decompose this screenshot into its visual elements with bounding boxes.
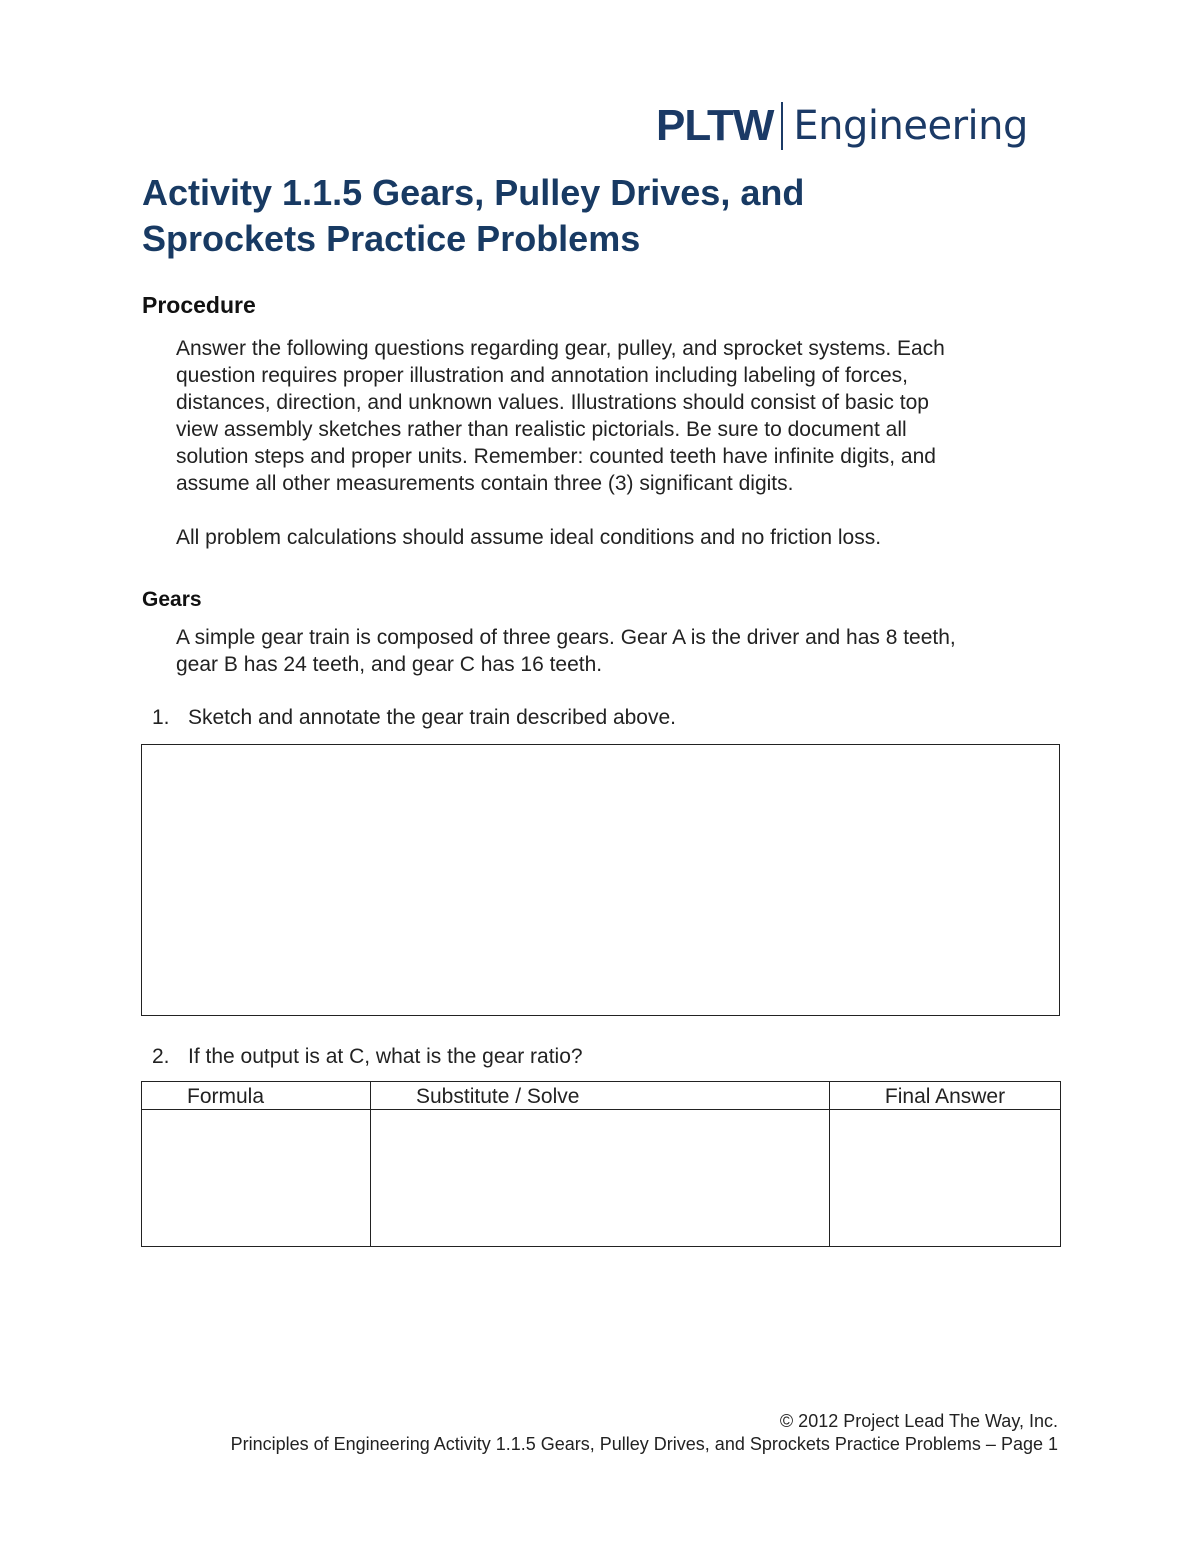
procedure-line: distances, direction, and unknown values. Illustrations should consist of basic top: [176, 391, 929, 414]
logo-divider: [781, 102, 783, 150]
gears-paragraph: [176, 624, 1056, 678]
question-text: Sketch and annotate the gear train described above.: [188, 706, 677, 729]
table-header-row: [142, 1082, 1061, 1110]
question-number: 2.: [152, 1045, 170, 1068]
answer-table: [141, 1081, 1061, 1247]
question-text: If the output is at C, what is the gear ratio?: [188, 1045, 583, 1068]
logo-pltw-text: PLTW: [656, 101, 774, 150]
gears-line: gear B has 24 teeth, and gear C has 16 teeth.: [176, 653, 603, 676]
footer-copyright: © 2012 Project Lead The Way, Inc.: [779, 1411, 1058, 1431]
formula-cell[interactable]: [142, 1110, 371, 1247]
sketch-answer-box[interactable]: [141, 744, 1060, 1016]
procedure-line: view assembly sketches rather than realistic pictorials. Be sure to document all: [176, 418, 907, 441]
procedure-note: All problem calculations should assume ideal conditions and no friction loss.: [176, 526, 882, 549]
title-line-1: Activity 1.1.5 Gears, Pulley Drives, and: [142, 172, 805, 213]
page-title: [142, 170, 1042, 262]
procedure-line: assume all other measurements contain three (3) significant digits.: [176, 472, 794, 495]
final-answer-cell[interactable]: [830, 1110, 1061, 1247]
gears-heading: Gears: [142, 588, 202, 611]
logo-engineering-text: Engineering: [793, 103, 1028, 149]
procedure-line: question requires proper illustration and annotation including labeling of forces,: [176, 364, 908, 387]
header-substitute-solve: Substitute / Solve: [371, 1082, 830, 1110]
substitute-solve-cell[interactable]: [371, 1110, 830, 1247]
question-number: 1.: [152, 706, 170, 729]
table-row: [142, 1110, 1061, 1247]
procedure-line: Answer the following questions regarding gear, pulley, and sprocket systems. Each: [176, 337, 945, 360]
procedure-line: solution steps and proper units. Remember: counted teeth have infinite digits, and: [176, 445, 936, 468]
procedure-heading: Procedure: [142, 292, 256, 318]
question-1: [152, 706, 676, 730]
procedure-paragraph: [176, 335, 1056, 497]
question-2: [152, 1045, 583, 1069]
footer-page-line: Principles of Engineering Activity 1.1.5 Gears, Pulley Drives, and Sprockets Practice Problems – Page 1: [230, 1434, 1058, 1454]
header-final-answer: Final Answer: [830, 1082, 1061, 1110]
header-formula: Formula: [142, 1082, 371, 1110]
gears-line: A simple gear train is composed of three gears. Gear A is the driver and has 8 teeth,: [176, 626, 956, 649]
pltw-engineering-logo: [656, 96, 1056, 156]
title-line-2: Sprockets Practice Problems: [142, 218, 641, 259]
